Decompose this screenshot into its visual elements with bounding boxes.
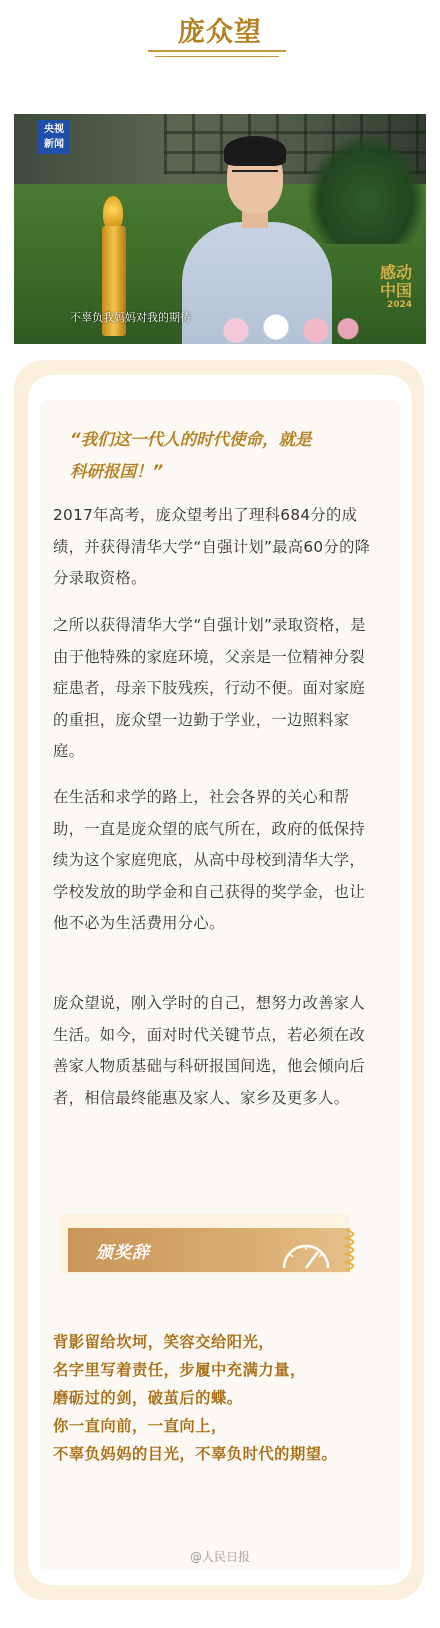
award-speech [53, 1328, 383, 1468]
video-subtitle: 不辜负我妈妈对我的期待 [70, 311, 191, 324]
cctv-news-logo [38, 120, 70, 154]
award-line-3: 磨砺过的剑，破茧后的蝶。 [53, 1389, 243, 1407]
paragraph-3: 在生活和求学的路上，社会各界的关心和帮助，一直是庞众望的底气所在，政府的低保持续为这个家庭兜底，从高中母校到清华大学，学校发放的助学金和自己获得的奖学金，也让他不必为生活费用分心。 [53, 788, 365, 932]
video-bushes [306, 134, 426, 244]
flowers [204, 310, 364, 344]
award-line-5: 不辜负妈妈的目光，不辜负时代的期望。 [53, 1445, 338, 1463]
spring-icon [342, 1226, 362, 1274]
source-watermark: @人民日报 [189, 1550, 250, 1564]
award-line-4: 你一直向前，一直向上， [53, 1417, 227, 1435]
person-hair [224, 136, 286, 166]
show-watermark [380, 264, 412, 310]
gauge-icon [276, 1232, 336, 1272]
watermark-year: 2024 [386, 300, 412, 310]
watermark-line-2: 中国 [379, 281, 412, 300]
paragraph-4: 庞众望说，刚入学时的自己，想努力改善家人生活。如今，面对时代关键节点，若必须在改善家人物质基础与科研报国间选，他会倾向后者，相信最终能惠及家人、家乡及更多人。 [53, 994, 365, 1107]
quote-line-2: 科研报国！” [70, 462, 164, 481]
trophy-icon [103, 196, 123, 230]
quote [70, 424, 370, 488]
video-frame[interactable] [14, 114, 426, 344]
award-line-2: 名字里写着责任，步履中充满力量， [53, 1361, 306, 1379]
page-title: 庞众望 [178, 17, 262, 48]
watermark-line-1: 感动 [379, 263, 412, 282]
title-underline [148, 50, 286, 52]
quote-line-1: “我们这一代人的时代使命，就是 [70, 430, 312, 449]
logo-line-1: 央视 [44, 124, 64, 135]
glasses [232, 170, 278, 184]
paragraph-1: 2017年高考，庞众望考出了理科684分的成绩，并获得清华大学“自强计划”最高60分的降分录取资格。 [53, 506, 371, 587]
award-banner-label: 颁奖辞 [96, 1243, 150, 1263]
title-underline-thin [155, 56, 279, 57]
paragraph-2: 之所以获得清华大学“自强计划”录取资格，是由于他特殊的家庭环境，父亲是一位精神分裂症患者，母亲下肢残疾，行动不便。面对家庭的重担，庞众望一边勤于学业，一边照料家庭。 [53, 616, 366, 760]
award-line-1: 背影留给坎坷，笑容交给阳光， [53, 1333, 275, 1351]
logo-line-2: 新闻 [44, 139, 64, 150]
